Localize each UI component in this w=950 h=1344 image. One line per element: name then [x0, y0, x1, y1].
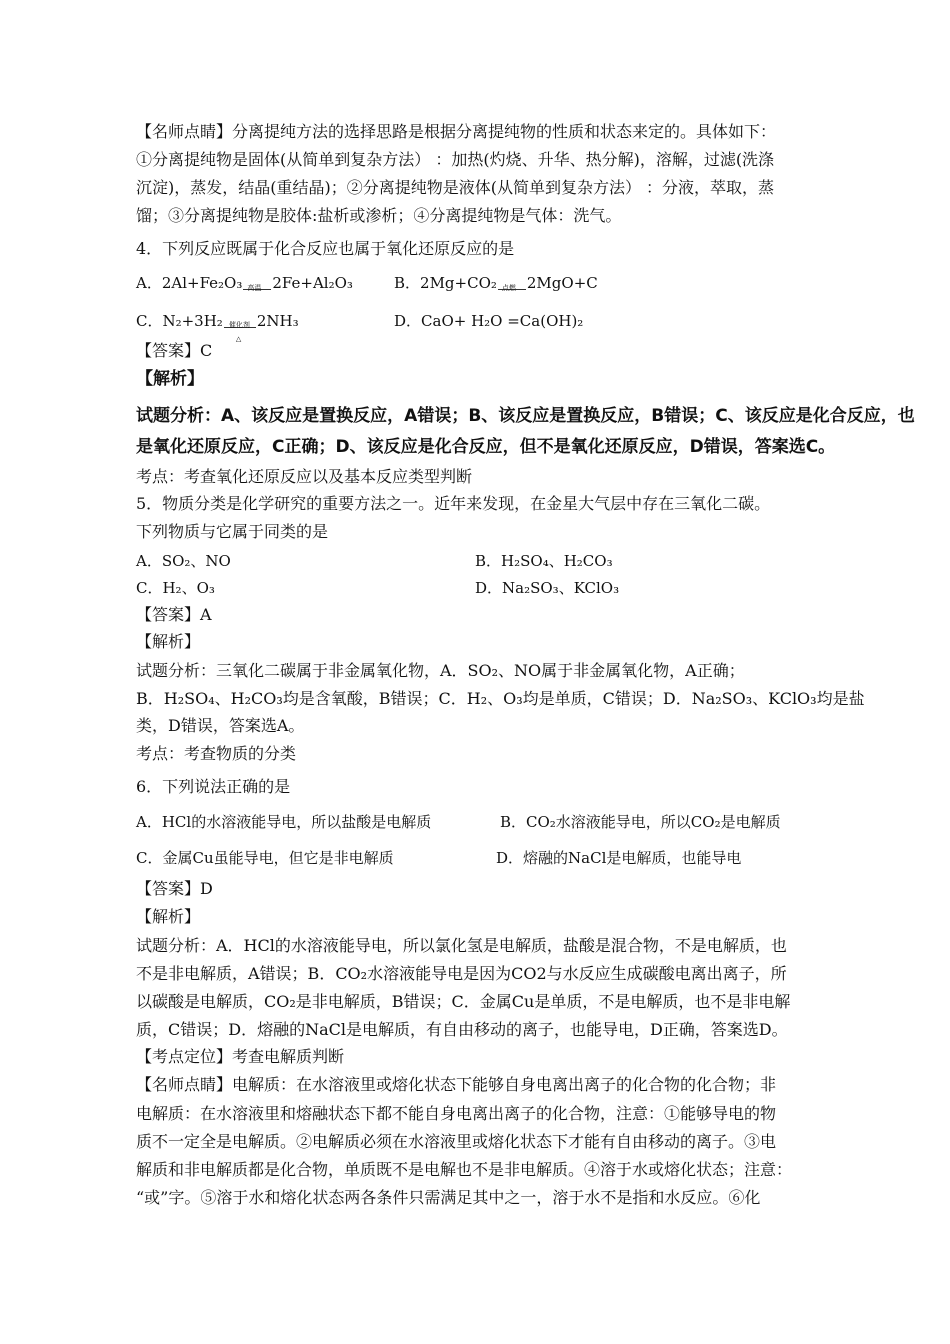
- q5-option-d: D．Na₂SO₃、KClO₃: [475, 579, 620, 597]
- q6-tip-line: 电解质：在水溶液里和熔融状态下都不能自身电离出离子的化合物，注意：①能够导电的物: [136, 1104, 777, 1123]
- q6-analysis-heading: 【解析】: [136, 907, 201, 926]
- q4-option-b-condition: 点燃: [501, 283, 516, 292]
- q4-option-a-reactants: A．2Al+Fe₂O₃: [136, 274, 243, 292]
- q6-analysis-line: 质，C错误；D．熔融的NaCl是电解质，有自由移动的离子，也能导电，D正确，答案选D。: [136, 1020, 788, 1039]
- q4-option-c-reactants: C．N₂+3H₂: [136, 312, 223, 330]
- q5-kaodian: 考点：考查物质的分类: [136, 744, 297, 763]
- text-line: ①分离提纯物是固体(从简单到复杂方法） ：加热(灼烧、升华、热分解)，溶解，过滤(洗涤: [136, 150, 775, 169]
- q5-option-a: A．SO₂、NO: [136, 552, 231, 570]
- q4-option-c-products: 2NH₃: [256, 312, 299, 330]
- q4-kaodian: 考点：考查氧化还原反应以及基本反应类型判断: [136, 467, 473, 486]
- question-6-stem: 6．下列说法正确的是: [136, 777, 291, 796]
- q6-option-d: D．熔融的NaCl是电解质，也能导电: [496, 849, 742, 867]
- q5-analysis-line: 类，D错误，答案选A。: [136, 716, 305, 735]
- q6-option-c: C．金属Cu虽能导电，但它是非电解质: [136, 849, 394, 867]
- q6-analysis-line: 试题分析：A．HCl的水溶液能导电，所以氯化氢是电解质，盐酸是混合物，不是电解质，也: [136, 936, 787, 955]
- text-line: 【名师点睛】分离提纯方法的选择思路是根据分离提纯物的性质和状态来定的。具体如下：: [136, 122, 777, 141]
- q4-option-a-condition: 高温: [247, 283, 262, 292]
- text-line: 沉淀)，蒸发，结晶(重结晶)；②分离提纯物是液体(从简单到复杂方法） ：分液，萃取，蒸: [136, 178, 775, 197]
- q6-tip-line: 解质和非电解质都是化合物，单质既不是电解也不是非电解质。④溶于水或熔化状态；注意：: [136, 1160, 793, 1179]
- q4-analysis-heading: 【解析】: [136, 369, 204, 389]
- q6-kaodian: 【考点定位】考查电解质判断: [136, 1047, 345, 1066]
- q6-tip-line: 质不一定全是电解质。②电解质必须在水溶液里或熔化状态下才能有自由移动的离子。③电: [136, 1132, 777, 1151]
- q4-option-a: [136, 272, 353, 294]
- q6-analysis-line: 不是非电解质，A错误；B．CO₂水溶液能导电是因为CO2与水反应生成碳酸电离出离子，所: [136, 964, 787, 983]
- q4-option-a-products: 2Fe+Al₂O₃: [272, 274, 353, 292]
- q6-analysis-line: 以碳酸是电解质，CO₂是非电解质，B错误；C．金属Cu是单质，不是电解质，也不是非电解: [136, 992, 791, 1011]
- q6-option-b: B．CO₂水溶液能导电，所以CO₂是电解质: [500, 813, 781, 831]
- q5-answer: 【答案】A: [136, 605, 212, 624]
- question-4-stem: 4．下列反应既属于化合反应也属于氧化还原反应的是: [136, 239, 515, 258]
- q5-analysis-heading: 【解析】: [136, 632, 201, 651]
- q6-tip-line: 【名师点睛】电解质：在水溶液里或熔化状态下能够自身电离出离子的化合物的化合物；非: [136, 1075, 777, 1094]
- question-5-stem: 5．物质分类是化学研究的重要方法之一。近年来发现，在金星大气层中存在三氧化二碳。: [136, 494, 771, 513]
- q6-tip-line: “或”字。⑤溶于水和熔化状态两各条件只需满足其中之一，溶于水不是指和水反应。⑥化: [136, 1188, 761, 1207]
- q6-answer: 【答案】D: [136, 879, 213, 898]
- q4-analysis-line: 试题分析：A、该反应是置换反应，A错误；B、该反应是置换反应，B错误；C、该反应是化合反应，也: [136, 406, 915, 426]
- q5-option-c: C．H₂、O₃: [136, 579, 215, 597]
- q5-analysis-line: 试题分析：三氧化二碳属于非金属氧化物，A．SO₂、NO属于非金属氧化物，A正确；: [136, 661, 745, 680]
- q6-option-a: A．HCl的水溶液能导电，所以盐酸是电解质: [136, 813, 432, 831]
- q4-option-c: [136, 310, 299, 343]
- q5-analysis-line: B．H₂SO₄、H₂CO₃均是含氧酸，B错误；C．H₂、O₃均是单质，C错误；D．Na₂SO₃、KClO₃均是盐: [136, 689, 865, 708]
- q4-option-b-reactants: B．2Mg+CO₂: [394, 274, 497, 292]
- q4-answer: 【答案】C: [136, 341, 213, 360]
- text-line: 馏；③分离提纯物是胶体:盐析或渗析；④分离提纯物是气体：洗气。: [136, 206, 622, 225]
- q4-option-d: D．CaO+ H₂O =Ca(OH)₂: [394, 312, 584, 330]
- q5-option-b: B．H₂SO₄、H₂CO₃: [475, 552, 613, 570]
- q4-option-c-condition: 催化剂: [228, 320, 250, 329]
- question-5-stem: 下列物质与它属于同类的是: [136, 522, 329, 541]
- q4-option-c-heat: △: [235, 334, 242, 343]
- q4-option-b-products: 2MgO+C: [526, 274, 598, 292]
- q4-option-b: [394, 272, 598, 294]
- q4-analysis-line: 是氧化还原反应，C正确；D、该反应是化合反应，但不是氧化还原反应，D错误，答案选C。: [136, 437, 836, 457]
